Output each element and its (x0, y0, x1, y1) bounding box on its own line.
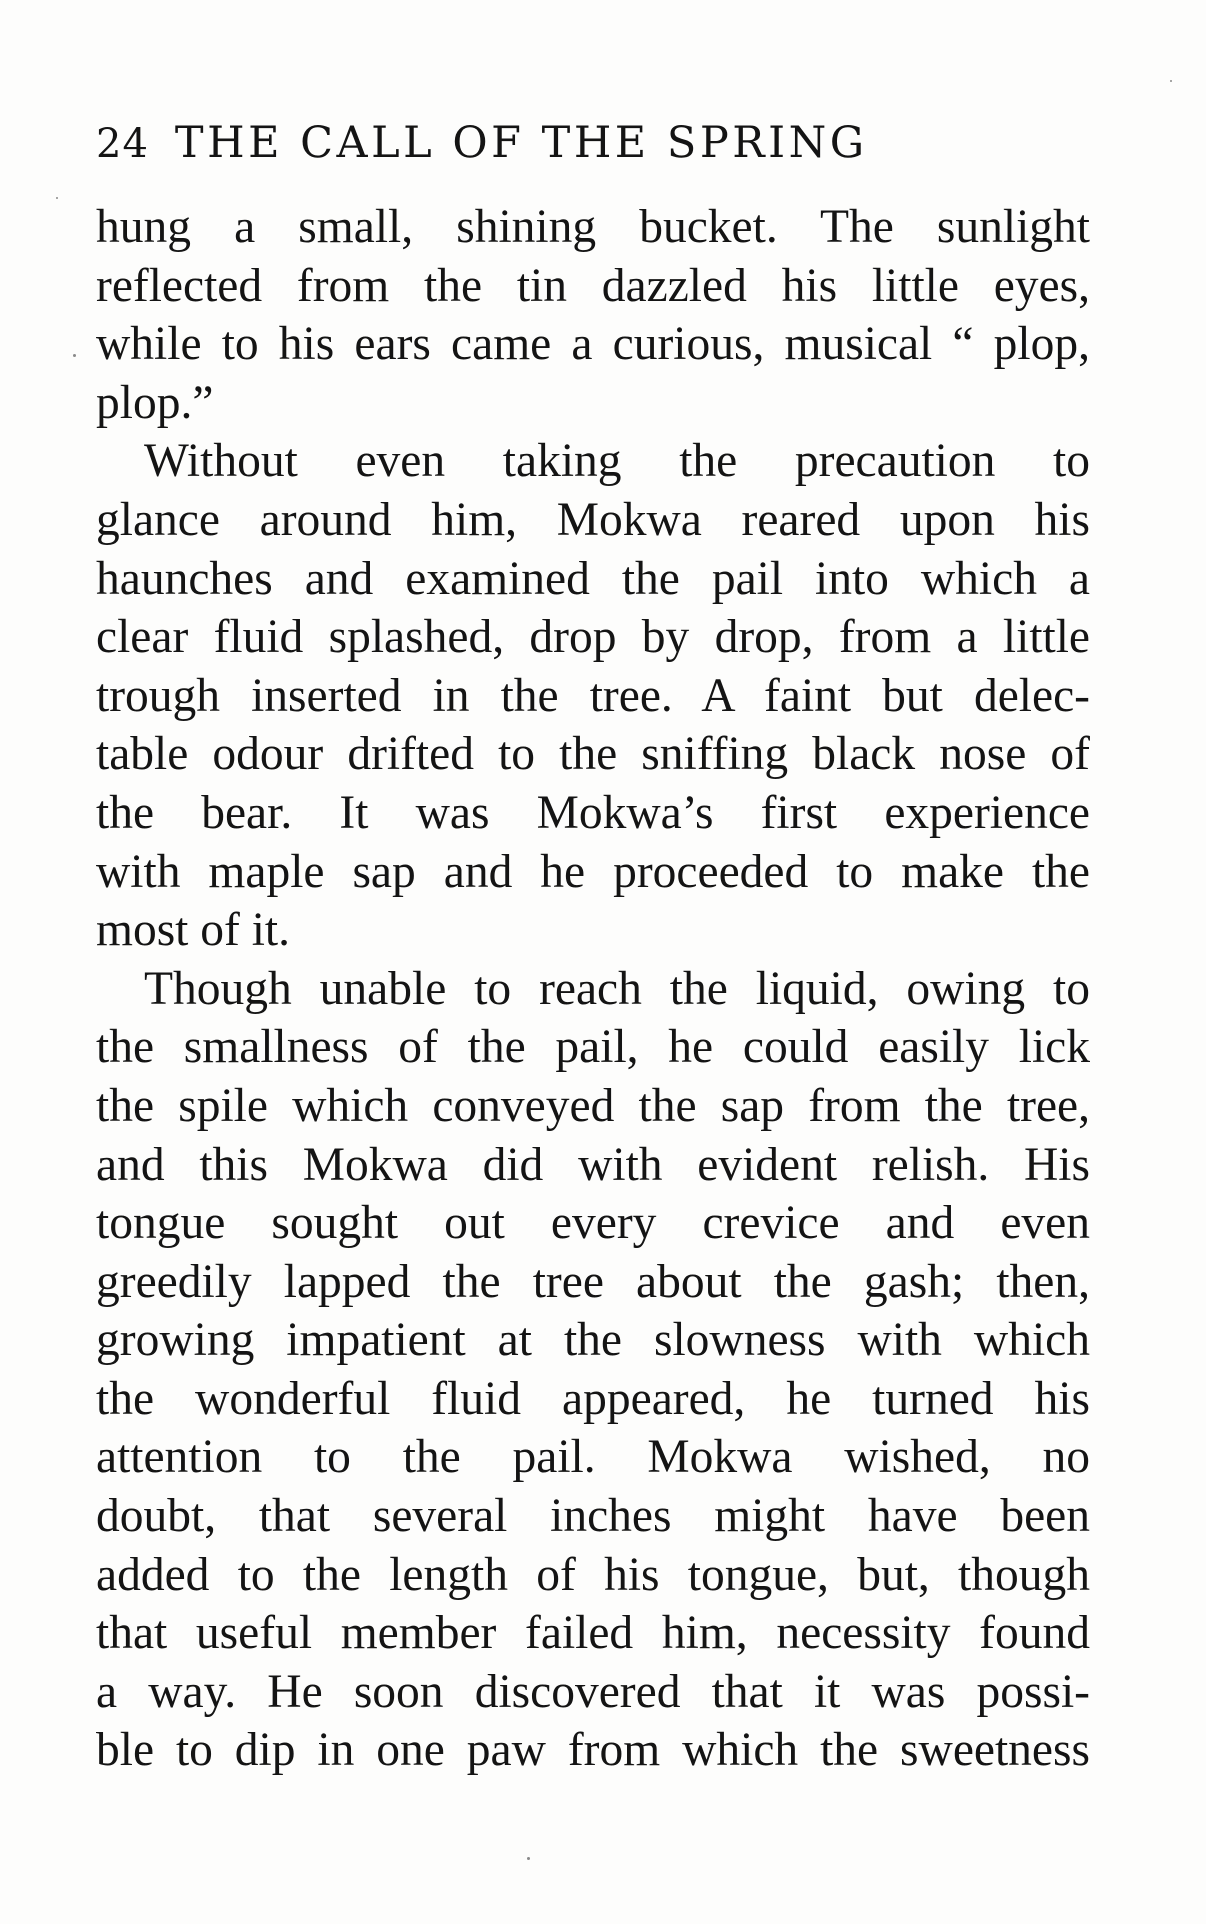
text-line: Though unable to reach the liquid, owing to (144, 962, 1090, 1015)
page-header (96, 118, 1016, 178)
running-title: THE CALL OF THE SPRING (174, 118, 868, 168)
text-line: hung a small, shining bucket. The sunlight (96, 201, 1090, 253)
text-line: reflected from the tin dazzled his little eyes, (96, 259, 1090, 312)
text-line: the wonderful fluid appeared, he turned his (96, 1372, 1090, 1425)
speck (73, 354, 76, 357)
text-line: the smallness of the pail, he could easily lick (96, 1021, 1090, 1074)
text-line: doubt, that several inches might have been (96, 1490, 1090, 1543)
text-line: greedily lapped the tree about the gash; then, (96, 1255, 1090, 1308)
body-text (96, 198, 1090, 1780)
speck (56, 197, 58, 199)
paragraph-1 (96, 198, 1090, 432)
text-line: glance around him, Mokwa reared upon his (96, 493, 1090, 546)
text-line: clear fluid splashed, drop by drop, from a little (96, 611, 1090, 664)
text-line: a way. He soon discovered that it was possi- (96, 1665, 1090, 1718)
text-line: added to the length of his tongue, but, though (96, 1548, 1090, 1601)
text-line: tongue sought out every crevice and even (96, 1197, 1090, 1250)
text-line: the spile which conveyed the sap from the tree, (96, 1079, 1090, 1132)
text-line: that useful member failed him, necessity found (96, 1607, 1090, 1660)
text-line: trough inserted in the tree. A faint but delec- (96, 669, 1090, 722)
speck (527, 1857, 530, 1860)
text-line: table odour drifted to the sniffing black nose of (96, 728, 1090, 781)
text-line: the bear. It was Mokwa’s first experience (96, 786, 1090, 839)
paragraph-3 (96, 960, 1090, 1780)
page-number: 24 (96, 121, 149, 167)
text-line: while to his ears came a curious, musical “ plop, (96, 318, 1090, 371)
text-line: growing impatient at the slowness with which (96, 1314, 1090, 1367)
text-line: most of it. (96, 904, 290, 957)
text-line: and this Mokwa did with evident relish. His (96, 1138, 1090, 1191)
text-line: with maple sap and he proceeded to make the (96, 845, 1090, 898)
paragraph-2 (96, 432, 1090, 959)
text-line: attention to the pail. Mokwa wished, no (96, 1431, 1090, 1484)
speck (1170, 80, 1172, 82)
text-line: haunches and examined the pail into which a (96, 552, 1090, 605)
text-line: Without even taking the precaution to (144, 435, 1090, 488)
text-line: ble to dip in one paw from which the sweetness (96, 1724, 1090, 1777)
text-line: plop.” (96, 376, 214, 429)
